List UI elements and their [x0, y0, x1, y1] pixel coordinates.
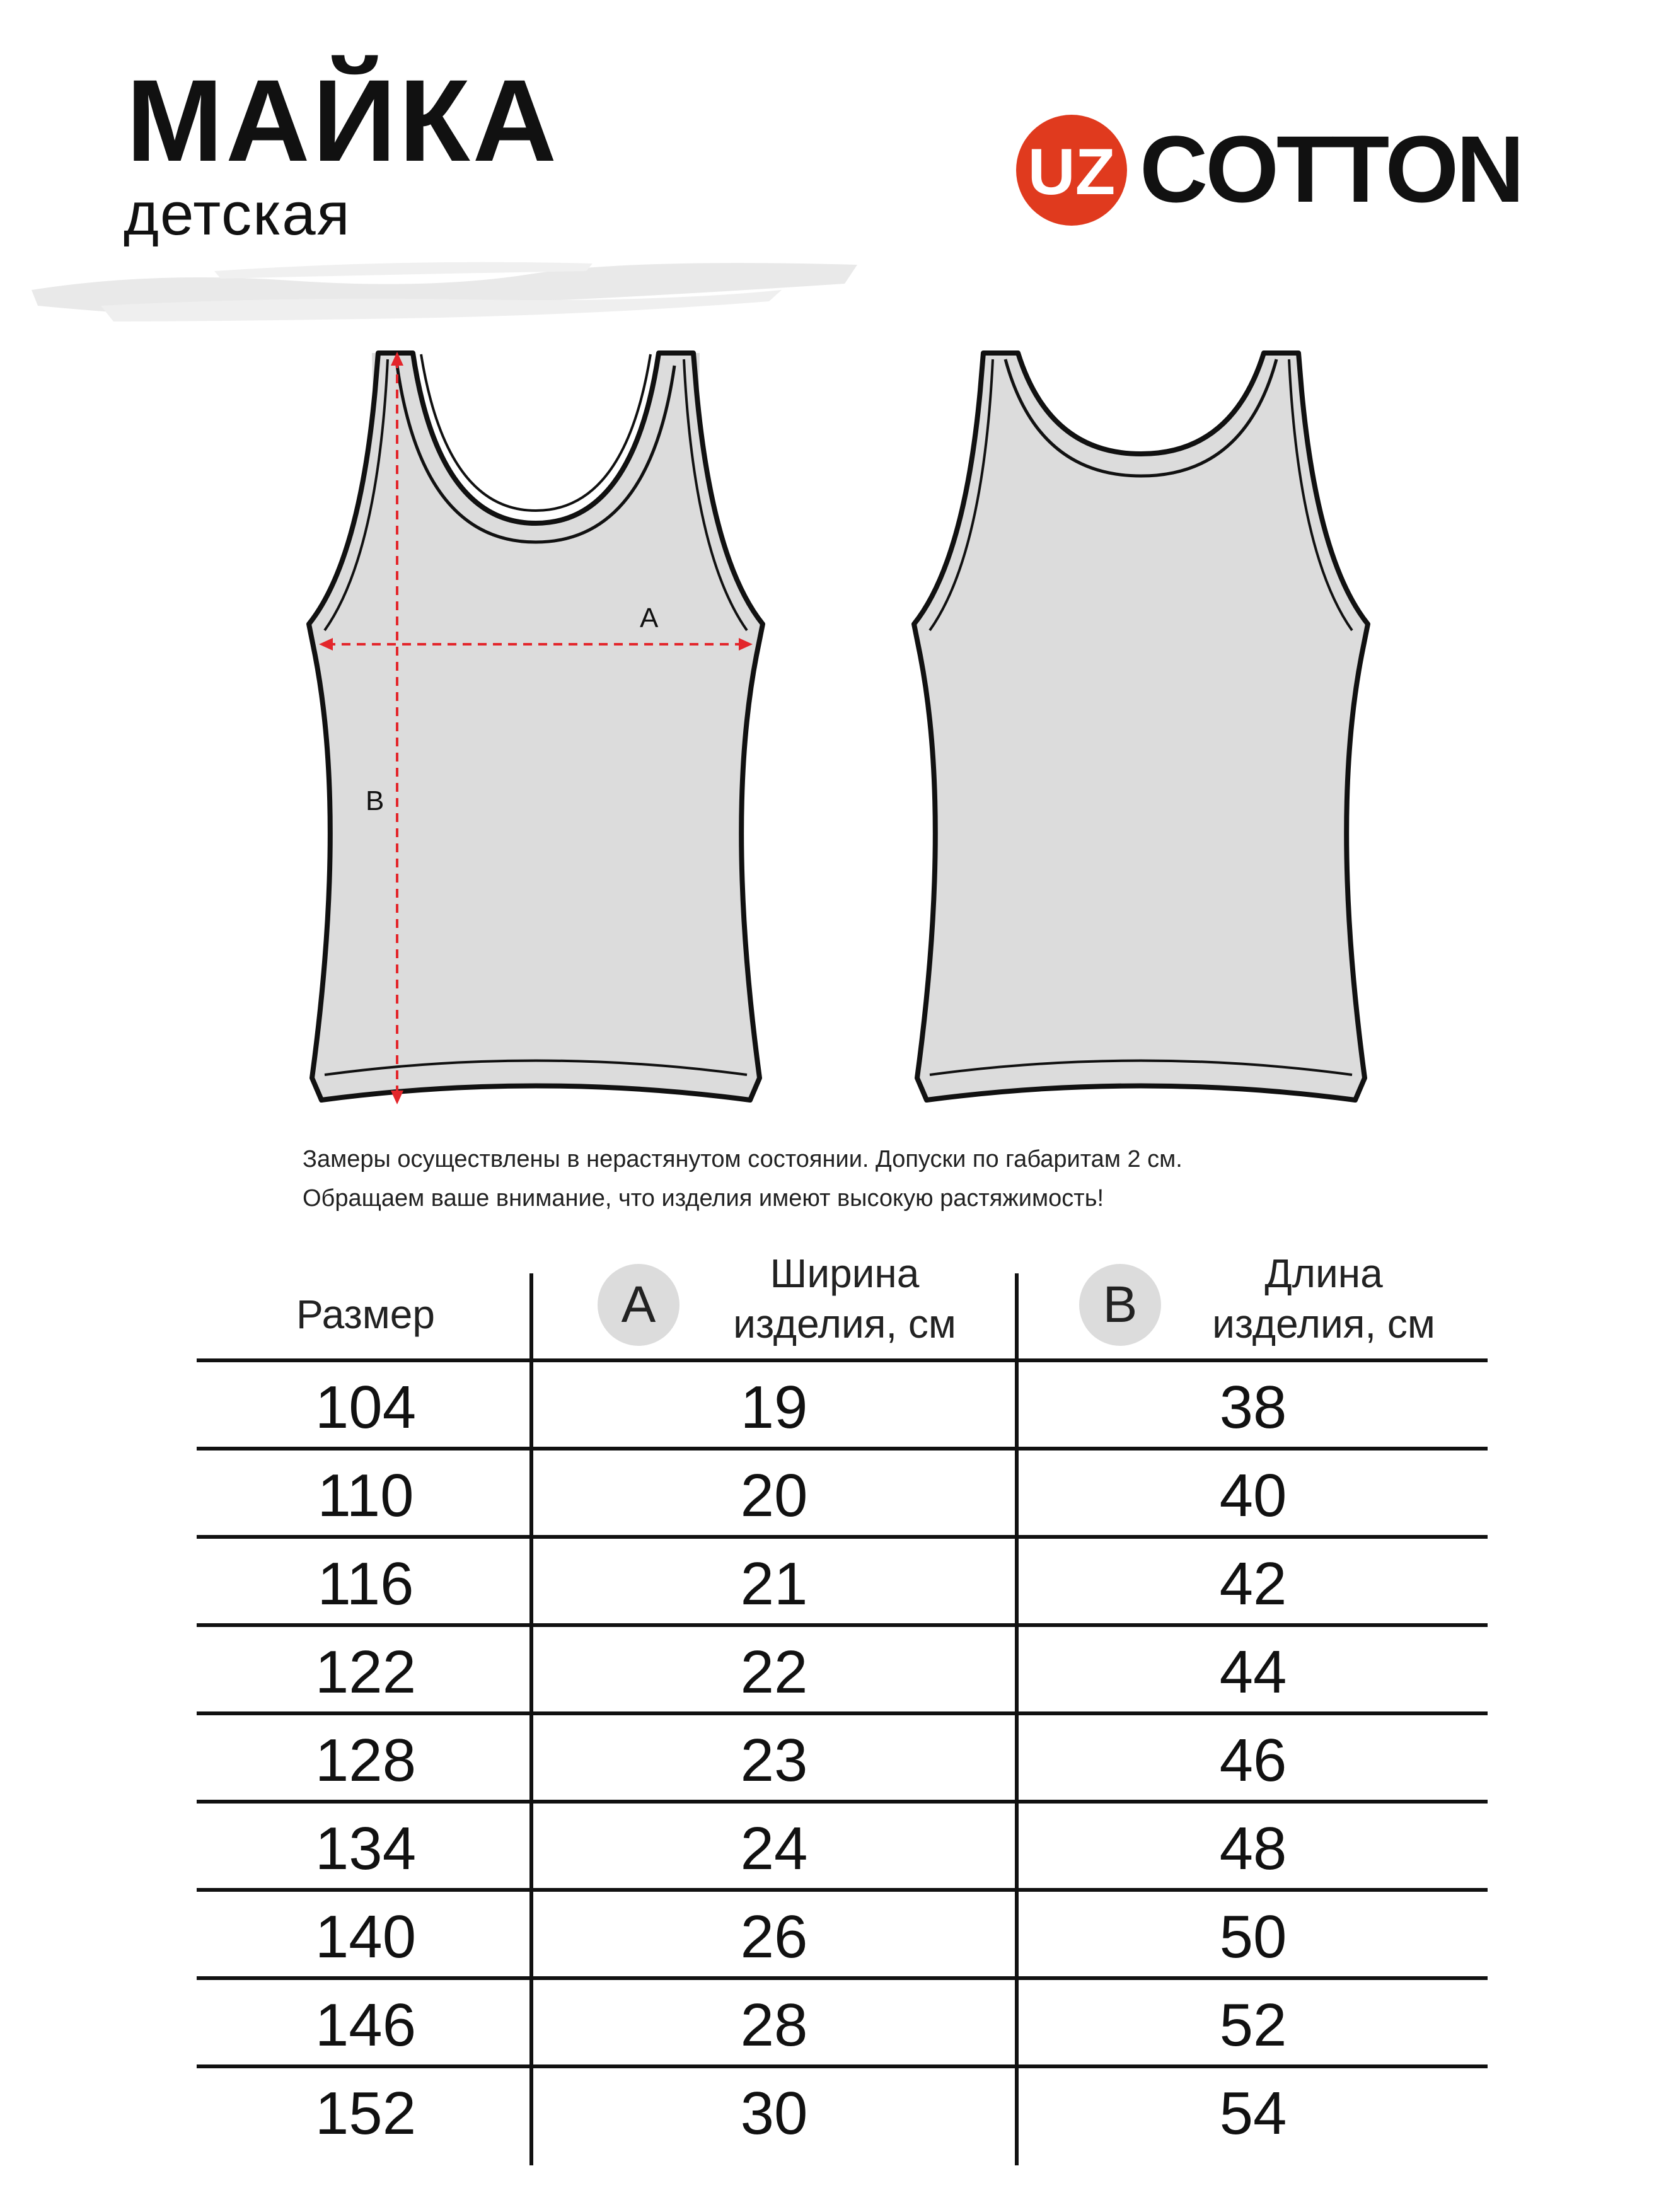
logo-word-text: COTTON: [1140, 116, 1522, 222]
measure-label-b: B: [366, 785, 385, 816]
table-cell-width: 23: [740, 1727, 808, 1794]
measure-label-a: A: [640, 603, 659, 634]
table-row-line: [197, 1623, 1488, 1627]
table-cell-width: 19: [740, 1374, 808, 1441]
header-width-line-2: изделия, см: [733, 1301, 956, 1346]
table-row-line: [197, 1358, 1488, 1362]
table-cell-length: 40: [1219, 1462, 1287, 1529]
table-cell-width: 26: [740, 1903, 808, 1971]
header-length-line-2: изделия, см: [1212, 1301, 1435, 1346]
table-cell-width: 30: [740, 2080, 808, 2147]
logo-mark-text: UZ: [1027, 136, 1116, 209]
header-width: [674, 1248, 1015, 1349]
header-size: Размер: [296, 1292, 435, 1337]
table-cell-width: 24: [740, 1815, 808, 1882]
table-cell-width: 28: [740, 1991, 808, 2059]
table-cell-size: 122: [315, 1638, 417, 1706]
table-cell-size: 146: [315, 1991, 417, 2059]
header-length-line-1: Длина: [1264, 1251, 1383, 1296]
note-line-1: Замеры осуществлены в нерастянутом состоянии. Допуски по габаритам 2 см.: [303, 1146, 1183, 1173]
table-row-line: [197, 1888, 1488, 1892]
table-cell-length: 54: [1219, 2080, 1287, 2147]
table-cell-length: 44: [1219, 1638, 1287, 1706]
badge-b: B: [1079, 1264, 1161, 1346]
measurement-note: [303, 1140, 1183, 1218]
table-cell-size: 110: [317, 1462, 414, 1529]
table-cell-length: 50: [1219, 1903, 1287, 1971]
tank-top-front-diagram: [296, 340, 775, 1160]
table-cell-size: 152: [315, 2080, 417, 2147]
table-cell-size: 116: [317, 1550, 414, 1618]
table-cell-width: 21: [740, 1550, 808, 1618]
table-cell-width: 20: [740, 1462, 808, 1529]
brush-stroke-decoration: [25, 246, 870, 340]
table-cell-size: 104: [315, 1374, 417, 1441]
table-row-line: [197, 1800, 1488, 1804]
table-cell-width: 22: [740, 1638, 808, 1706]
table-cell-length: 46: [1219, 1727, 1287, 1794]
table-cell-length: 38: [1219, 1374, 1287, 1441]
table-cell-size: 140: [315, 1903, 417, 1971]
table-cell-length: 52: [1219, 1991, 1287, 2059]
badge-a: A: [598, 1264, 680, 1346]
header-length: [1154, 1248, 1494, 1349]
uzcotton-logo: [1015, 113, 1532, 227]
page-subtitle: детская: [124, 180, 351, 248]
table-cell-size: 134: [315, 1815, 417, 1882]
table-row-line: [197, 1535, 1488, 1539]
table-cell-size: 128: [315, 1727, 417, 1794]
table-row-line: [197, 2064, 1488, 2068]
header-width-line-1: Ширина: [770, 1251, 920, 1296]
table-row-line: [197, 1976, 1488, 1980]
tank-top-back-diagram: [901, 340, 1380, 1160]
note-line-2: Обращаем ваше внимание, что изделия имеют высокую растяжимость!: [303, 1185, 1104, 1212]
table-row-line: [197, 1447, 1488, 1451]
table-row-line: [197, 1711, 1488, 1715]
page-title: МАЙКА: [126, 56, 560, 186]
table-cell-length: 48: [1219, 1815, 1287, 1882]
table-cell-length: 42: [1219, 1550, 1287, 1618]
